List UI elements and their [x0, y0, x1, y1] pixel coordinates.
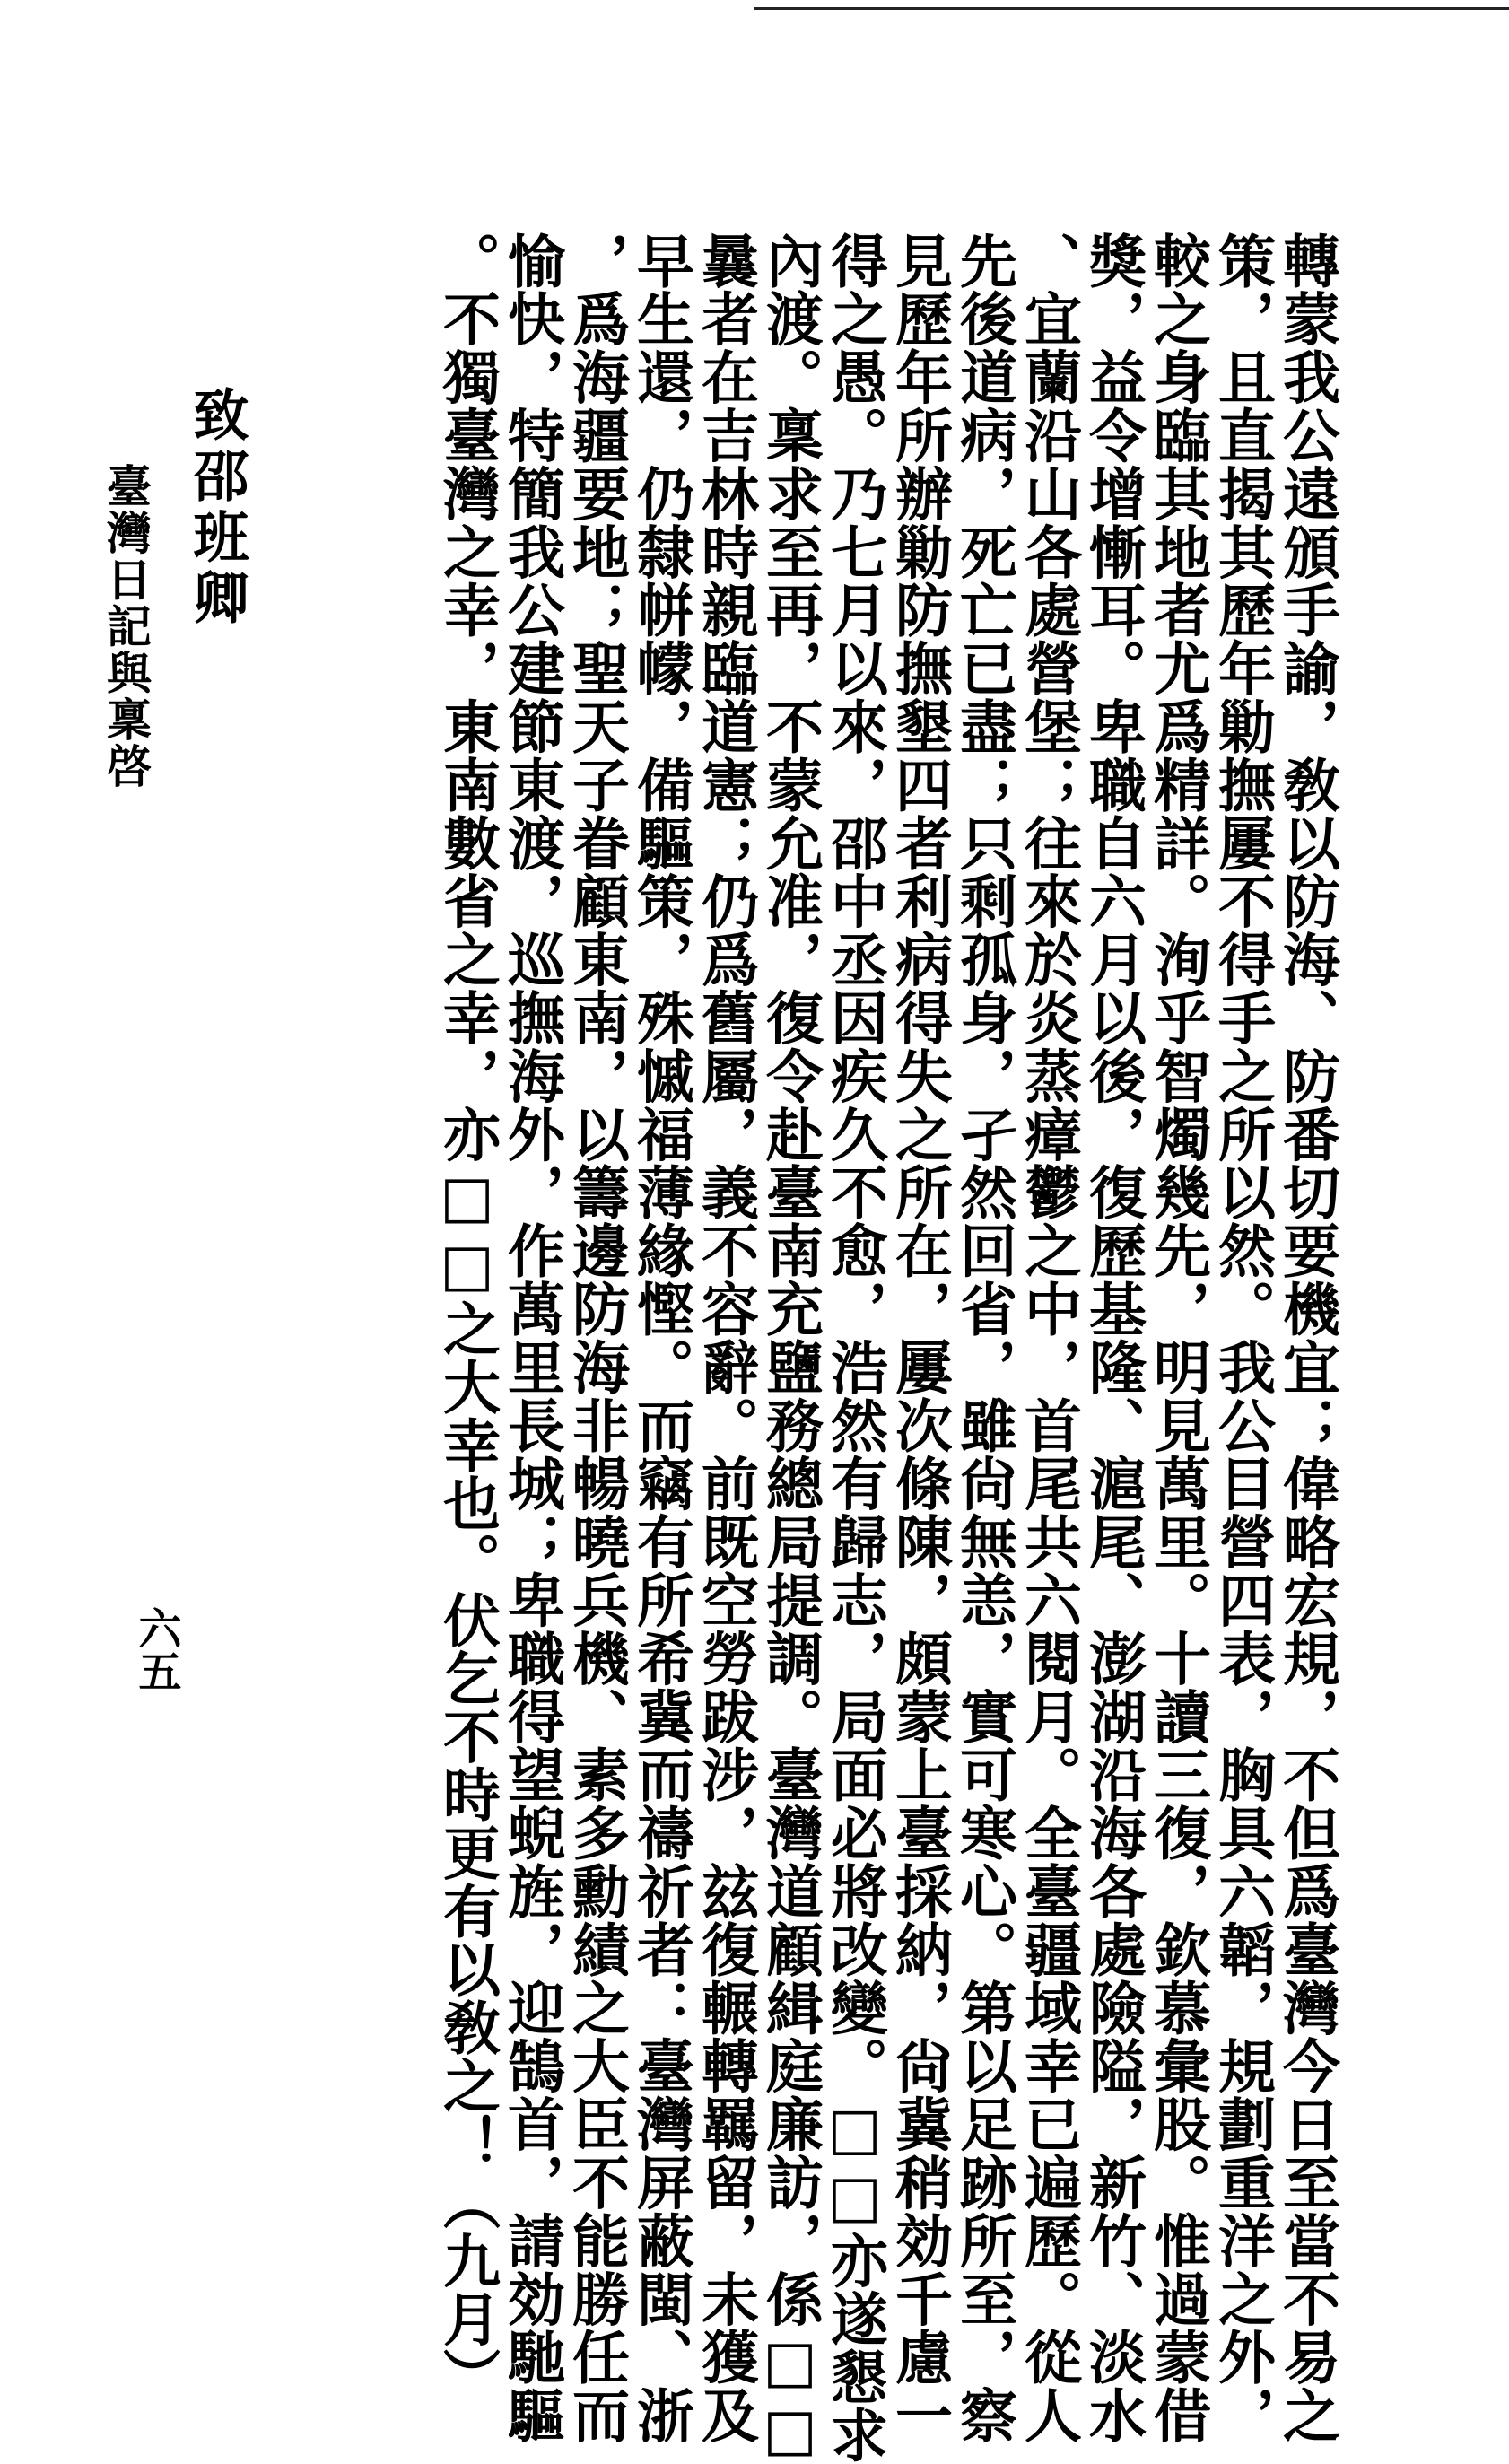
text-column: 較之身臨其地者尤爲精詳。洵乎智燭幾先，明見萬里。十讀三復，欽慕彙股。惟過蒙借 — [1144, 232, 1211, 2445]
text-column: 內渡。稟求至再，不蒙允准，復令赴臺南充鹽務總局提調。臺灣道顧緝庭廉訪，係□□ — [756, 232, 824, 2464]
text-column: 策，且直揭其歷年勦撫屢不得手之所以然。我公目營四表，胸具六韜，規劃重洋之外， — [1208, 232, 1276, 2445]
text-column: 愉快，特簡我公建節東渡，巡撫海外，作萬里長城；卑職得望蜺旌，迎鵠首，請効馳驅 — [498, 232, 565, 2445]
top-rule — [754, 7, 1509, 10]
text-column: 見歷年所辦勦防撫墾四者利病得失之所在，屢次條陳，頗蒙上臺採納，尙冀稍効千慮一 — [885, 232, 953, 2445]
text-column: 曩者在吉林時親臨道憲；仍爲舊屬，義不容辭。前既空勞跋涉，玆復輾轉羈留，未獲及 — [692, 232, 759, 2445]
page-number: 六五 — [131, 1606, 181, 1692]
text-column: 早生還，仍隸帡幪，備驅策，殊慽福薄緣慳。而竊有所希冀而禱祈者：臺灣屏蔽閩、浙 — [627, 232, 694, 2445]
running-title: 臺灣日記與稟啓 — [100, 463, 153, 790]
text-column: 、宜蘭沿山各處營堡；往來於炎蒸瘴鬱之中，首尾共六閱月。全臺疆域幸已遍歷。從人 — [1015, 232, 1082, 2445]
text-column: 先後道病，死亡已盡；只剩孤身，孑然回省，雖尙無恙，實可寒心。第以足跡所至，察 — [950, 232, 1017, 2445]
letter-body — [289, 232, 1340, 2464]
text-column: 獎，益令增慚耳。卑職自六月以後，復歷基隆、滬尾、澎湖沿海各處險隘，新竹、淡水 — [1079, 232, 1147, 2445]
text-column: ，爲海疆要地；聖天子眷顧東南，以籌邊防海非暢曉兵機、素多勳績之大臣不能勝任而 — [563, 232, 630, 2445]
letter-heading: 致邵班卿 — [184, 386, 249, 630]
text-column: 得之愚。乃七月以來，邵中丞因疾久不愈，浩然有歸志，局面必將改變。□□亦遂懇求 — [821, 232, 888, 2464]
text-column: 轉蒙我公遠頒手諭，敎以防海、防番切要機宜；偉略宏規，不但爲臺灣今日至當不易之 — [1273, 232, 1340, 2445]
text-column: 。不獨臺灣之幸，東南數省之幸，亦□□之大幸也。伏乞不時更有以敎之！（九月） — [433, 232, 501, 2407]
